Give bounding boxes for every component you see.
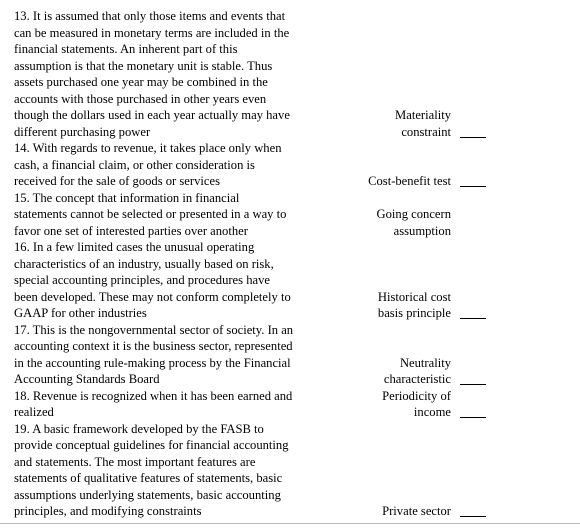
- question-19-line-6: principles, and modifying constraints: [14, 504, 202, 518]
- question-13-line-4: assumption is that the monetary unit is stable. Thus: [14, 58, 273, 73]
- question-18-line-1: 18. Revenue is recognized when it has been earned and: [14, 388, 293, 403]
- term-historical-cost-line-1: Historical cost: [377, 289, 451, 304]
- bottom-divider: [0, 523, 580, 524]
- answer-blank-materiality[interactable]: [460, 137, 486, 138]
- term-going-concern-line-2: assumption: [393, 223, 451, 238]
- term-neutrality-line-1: Neutrality: [399, 355, 451, 370]
- question-16-line-1: 16. In a few limited cases the unusual operating: [14, 240, 255, 254]
- question-16-line-3: special accounting principles, and procedures have: [14, 273, 270, 287]
- question-13-line-2: can be measured in monetary terms are included in the: [14, 25, 290, 40]
- question-16-line-5: GAAP for other industries: [14, 306, 147, 320]
- term-going-concern-line-1: Going concern: [376, 207, 451, 221]
- question-19-line-1: 19. A basic framework developed by the FASB to: [14, 421, 264, 436]
- question-15-line-1: 15. The concept that information in financial: [14, 190, 240, 205]
- question-13-line-1: 13. It is assumed that only those items and events that: [14, 9, 286, 23]
- term-cost-benefit-line-1: Cost-benefit test: [368, 174, 451, 188]
- question-19-line-5: assumptions underlying statements, basic accounting: [14, 487, 281, 502]
- answer-blank-historical-cost[interactable]: [460, 318, 486, 319]
- question-13-line-6: accounts with those purchased in other years even: [14, 91, 267, 106]
- question-15-line-2: statements cannot be selected or presented in a way to: [14, 207, 287, 221]
- question-13-line-7: though the dollars used in each year actually may have: [14, 108, 290, 122]
- question-17-line-2: accounting context it is the business sector, represented: [14, 339, 293, 353]
- question-16-line-2: characteristics of an industry, usually based on risk,: [14, 256, 274, 271]
- term-materiality-line-2: constraint: [401, 124, 451, 139]
- question-16-line-4: been developed. These may not conform completely to: [14, 289, 291, 304]
- term-historical-cost-line-2: basis principle: [377, 306, 451, 320]
- answer-blank-cost-benefit[interactable]: [460, 186, 486, 187]
- question-18-line-2: realized: [14, 405, 54, 419]
- question-19-line-4: statements of qualitative features of statements, basic: [14, 471, 283, 485]
- question-13-line-8: different purchasing power: [14, 124, 151, 139]
- term-periodicity-line-2: income: [413, 405, 451, 419]
- question-15-line-3: favor one set of interested parties over another: [14, 223, 248, 238]
- answer-blank-private-sector[interactable]: [460, 516, 486, 517]
- answer-blank-neutrality[interactable]: [460, 384, 486, 385]
- term-neutrality-line-2: characteristic: [383, 372, 451, 386]
- question-17-line-1: 17. This is the nongovernmental sector of society. In an: [14, 322, 294, 337]
- question-14-line-2: cash, a financial claim, or other consideration is: [14, 157, 255, 172]
- term-private-sector-line-1: Private sector: [382, 504, 451, 518]
- question-14-line-1: 14. With regards to revenue, it takes place only when: [14, 141, 282, 155]
- question-17-line-3: in the accounting rule-making process by the Financial: [14, 355, 291, 370]
- question-19-line-2: provide conceptual guidelines for financial accounting: [14, 438, 289, 452]
- question-13-line-5: assets purchased one year may be combined in the: [14, 75, 268, 89]
- question-17-line-4: Accounting Standards Board: [14, 372, 160, 386]
- term-periodicity-line-1: Periodicity of: [382, 388, 451, 403]
- answer-blank-periodicity[interactable]: [460, 417, 486, 418]
- question-19-line-3: and statements. The most important features are: [14, 454, 256, 469]
- term-materiality-line-1: Materiality: [395, 108, 451, 122]
- question-14-line-3: received for the sale of goods or services: [14, 174, 220, 188]
- question-13-line-3: financial statements. An inherent part of this: [14, 42, 238, 56]
